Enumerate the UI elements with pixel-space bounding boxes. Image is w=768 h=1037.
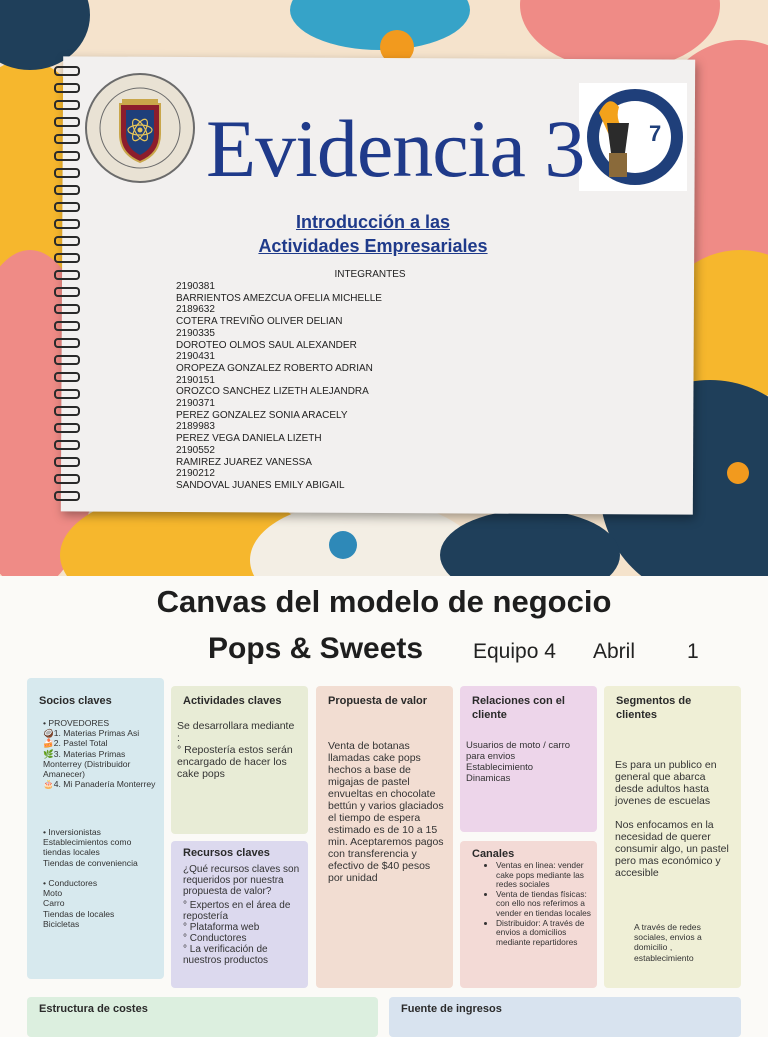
spiral-ring (54, 134, 80, 144)
spiral-binding (54, 66, 78, 506)
canales-list (484, 861, 600, 947)
segmentos-p2: Nos enfocamos en la necesidad de querer consumir algo, un pastel pero mas económico y accesible (615, 819, 729, 879)
brand-name: Pops & Sweets (208, 632, 424, 665)
spiral-ring (54, 355, 80, 365)
recursos-item: ° Expertos en el área de repostería (183, 900, 291, 922)
socios-line: Tiendas de conveniencia (43, 857, 138, 868)
spiral-ring (54, 100, 80, 110)
spiral-ring (54, 117, 80, 127)
socios-line: 🥥1. Materias Primas Asi (43, 728, 140, 739)
spiral-ring (54, 474, 80, 484)
actividades-line: ° Repostería estos serán encargado de hacer los cake pops (177, 744, 293, 780)
spiral-ring (54, 83, 80, 93)
member-line: 2190335 (176, 327, 215, 339)
recursos-claves-card (171, 841, 308, 988)
spiral-ring (54, 236, 80, 246)
actividades-heading: Actividades claves (183, 695, 282, 707)
socios-conductores (43, 878, 161, 929)
socios-line: Tiendas de locales (43, 908, 115, 919)
socios-line: • Conductores (43, 878, 98, 888)
day-label: 1 (687, 640, 699, 663)
socios-line: Bicicletas (43, 918, 80, 929)
member-line: 2190151 (176, 374, 215, 386)
university-seal-logo (84, 72, 196, 184)
spiral-ring (54, 406, 80, 416)
member-line: RAMIREZ JUAREZ VANESSA (176, 456, 312, 468)
recursos-heading: Recursos claves (183, 847, 270, 859)
member-line: 2190552 (176, 444, 215, 456)
cover-subtitle (200, 210, 546, 258)
canales-heading: Canales (472, 848, 515, 860)
estructura-costes-card (27, 997, 378, 1037)
member-line: 2190212 (176, 468, 215, 480)
spiral-ring (54, 457, 80, 467)
socios-line: 🌿3. Materias Primas Monterrey (Distribuidor Amanecer) (43, 748, 131, 780)
relaciones-heading: Relaciones con el cliente (472, 695, 565, 721)
socios-providers (43, 718, 161, 789)
fuente-ingresos-card (389, 997, 741, 1037)
segmentos-clientes-card (604, 686, 741, 988)
actividades-line: Se desarrollara mediante : (177, 720, 295, 744)
segmentos-p1: Es para un publico en general que abarca desde adultos hasta jovenes de escuelas (615, 759, 717, 807)
actividades-text (177, 720, 295, 780)
member-line: 2190371 (176, 398, 215, 410)
propuesta-heading: Propuesta de valor (328, 695, 428, 707)
spiral-ring (54, 304, 80, 314)
propuesta-valor-card (316, 686, 453, 988)
decor-blob (329, 531, 357, 559)
spiral-ring (54, 491, 80, 501)
relaciones-text (466, 740, 591, 784)
canvas-title: Canvas del modelo de negocio (156, 584, 612, 619)
socios-line: • PROVEDORES (43, 718, 110, 728)
canales-item: • Distribuidor: A través de envios a domicilios mediante repartidores (496, 919, 600, 948)
member-line: PEREZ GONZALEZ SONIA ARACELY (176, 409, 348, 421)
recursos-question: ¿Qué recursos claves son requeridos por nuestra propuesta de valor? (183, 864, 300, 897)
subtitle-line-2: Actividades Empresariales (258, 236, 488, 256)
prepa-7-logo (579, 83, 687, 191)
member-line: OROZCO SANCHEZ LIZETH ALEJANDRA (176, 386, 369, 398)
socios-heading: Socios claves (39, 695, 112, 707)
propuesta-text: Venta de botanas llamadas cake pops hechos a base de migajas de pastel envueltas en chocolate bettún y varios glaciados el tiempo de espera estimado es de 10 a 15 min. Aceptaremos pagos con transferencia y efectivo de $40 pesos por unidad (328, 740, 444, 884)
spiral-ring (54, 253, 80, 263)
member-line: 2189632 (176, 304, 215, 316)
recursos-item: ° Conductores (183, 933, 247, 944)
spiral-ring (54, 151, 80, 161)
spiral-ring (54, 440, 80, 450)
canales-item: • Ventas en linea: vender cake pops mediante las redes sociales (496, 861, 600, 890)
spiral-ring (54, 270, 80, 280)
canales-card (460, 841, 597, 988)
team-label: Equipo 4 (473, 640, 556, 663)
decor-blob (727, 462, 749, 484)
subtitle-line-1: Introducción a las (295, 212, 451, 232)
spiral-ring (54, 389, 80, 399)
member-line: OROPEZA GONZALEZ ROBERTO ADRIAN (176, 362, 373, 374)
canales-item: • Venta de tiendas físicas: con ello nos referimos a vender en tiendas locales (496, 890, 600, 919)
socios-line: Moto (43, 888, 63, 899)
relaciones-cliente-card (460, 686, 597, 832)
relaciones-line: Dinamicas (466, 773, 511, 784)
member-line: 2190381 (176, 281, 215, 292)
segmentos-heading: Segmentos de clientes (616, 695, 692, 721)
prepa-number: 7 (649, 121, 662, 146)
spiral-ring (54, 219, 80, 229)
spiral-ring (54, 185, 80, 195)
socios-line: Carro (43, 898, 65, 909)
ingresos-heading: Fuente de ingresos (401, 1003, 502, 1015)
recursos-item: ° La verificación de nuestros productos (183, 944, 269, 966)
spiral-ring (54, 66, 80, 76)
cover-title: Evidencia 3 (206, 103, 585, 194)
spiral-ring (54, 202, 80, 212)
decor-blob (440, 510, 620, 576)
segmentos-p3: A través de redes sociales, envios a domicilio , establecimiento (634, 922, 702, 963)
spiral-ring (54, 338, 80, 348)
member-line: SANDOVAL JUANES EMILY ABIGAIL (176, 479, 345, 491)
member-line: BARRIENTOS AMEZCUA OFELIA MICHELLE (176, 292, 382, 304)
actividades-claves-card (171, 686, 308, 834)
member-line: COTERA TREVIÑO OLIVER DELIAN (176, 316, 343, 328)
relaciones-line: Usuarios de moto / carro para envios (466, 740, 571, 762)
socios-line: • Inversionistas (43, 827, 101, 837)
recursos-text (183, 864, 303, 966)
socios-inversionistas (43, 827, 161, 868)
member-line: 2190431 (176, 351, 215, 363)
socios-line: 🎂4. Mi Panadería Monterrey (43, 779, 156, 790)
integrantes-heading: INTEGRANTES (334, 269, 406, 280)
recursos-item: ° Plataforma web (183, 922, 260, 933)
month-label: Abril (593, 640, 636, 663)
spiral-ring (54, 168, 80, 178)
costes-heading: Estructura de costes (39, 1003, 148, 1015)
spiral-ring (54, 287, 80, 297)
member-line: DOROTEO OLMOS SAUL ALEXANDER (176, 339, 357, 351)
spiral-ring (54, 423, 80, 433)
spiral-ring (54, 321, 80, 331)
socios-line: Establecimientos como tiendas locales (43, 837, 132, 858)
relaciones-line: Establecimiento (466, 762, 534, 773)
spiral-ring (54, 372, 80, 382)
socios-line: 🍰2. Pastel Total (43, 738, 108, 749)
socios-claves-card (27, 678, 164, 979)
member-line: PEREZ VEGA DANIELA LIZETH (176, 433, 322, 445)
members-list (176, 281, 382, 492)
member-line: 2189983 (176, 421, 215, 433)
